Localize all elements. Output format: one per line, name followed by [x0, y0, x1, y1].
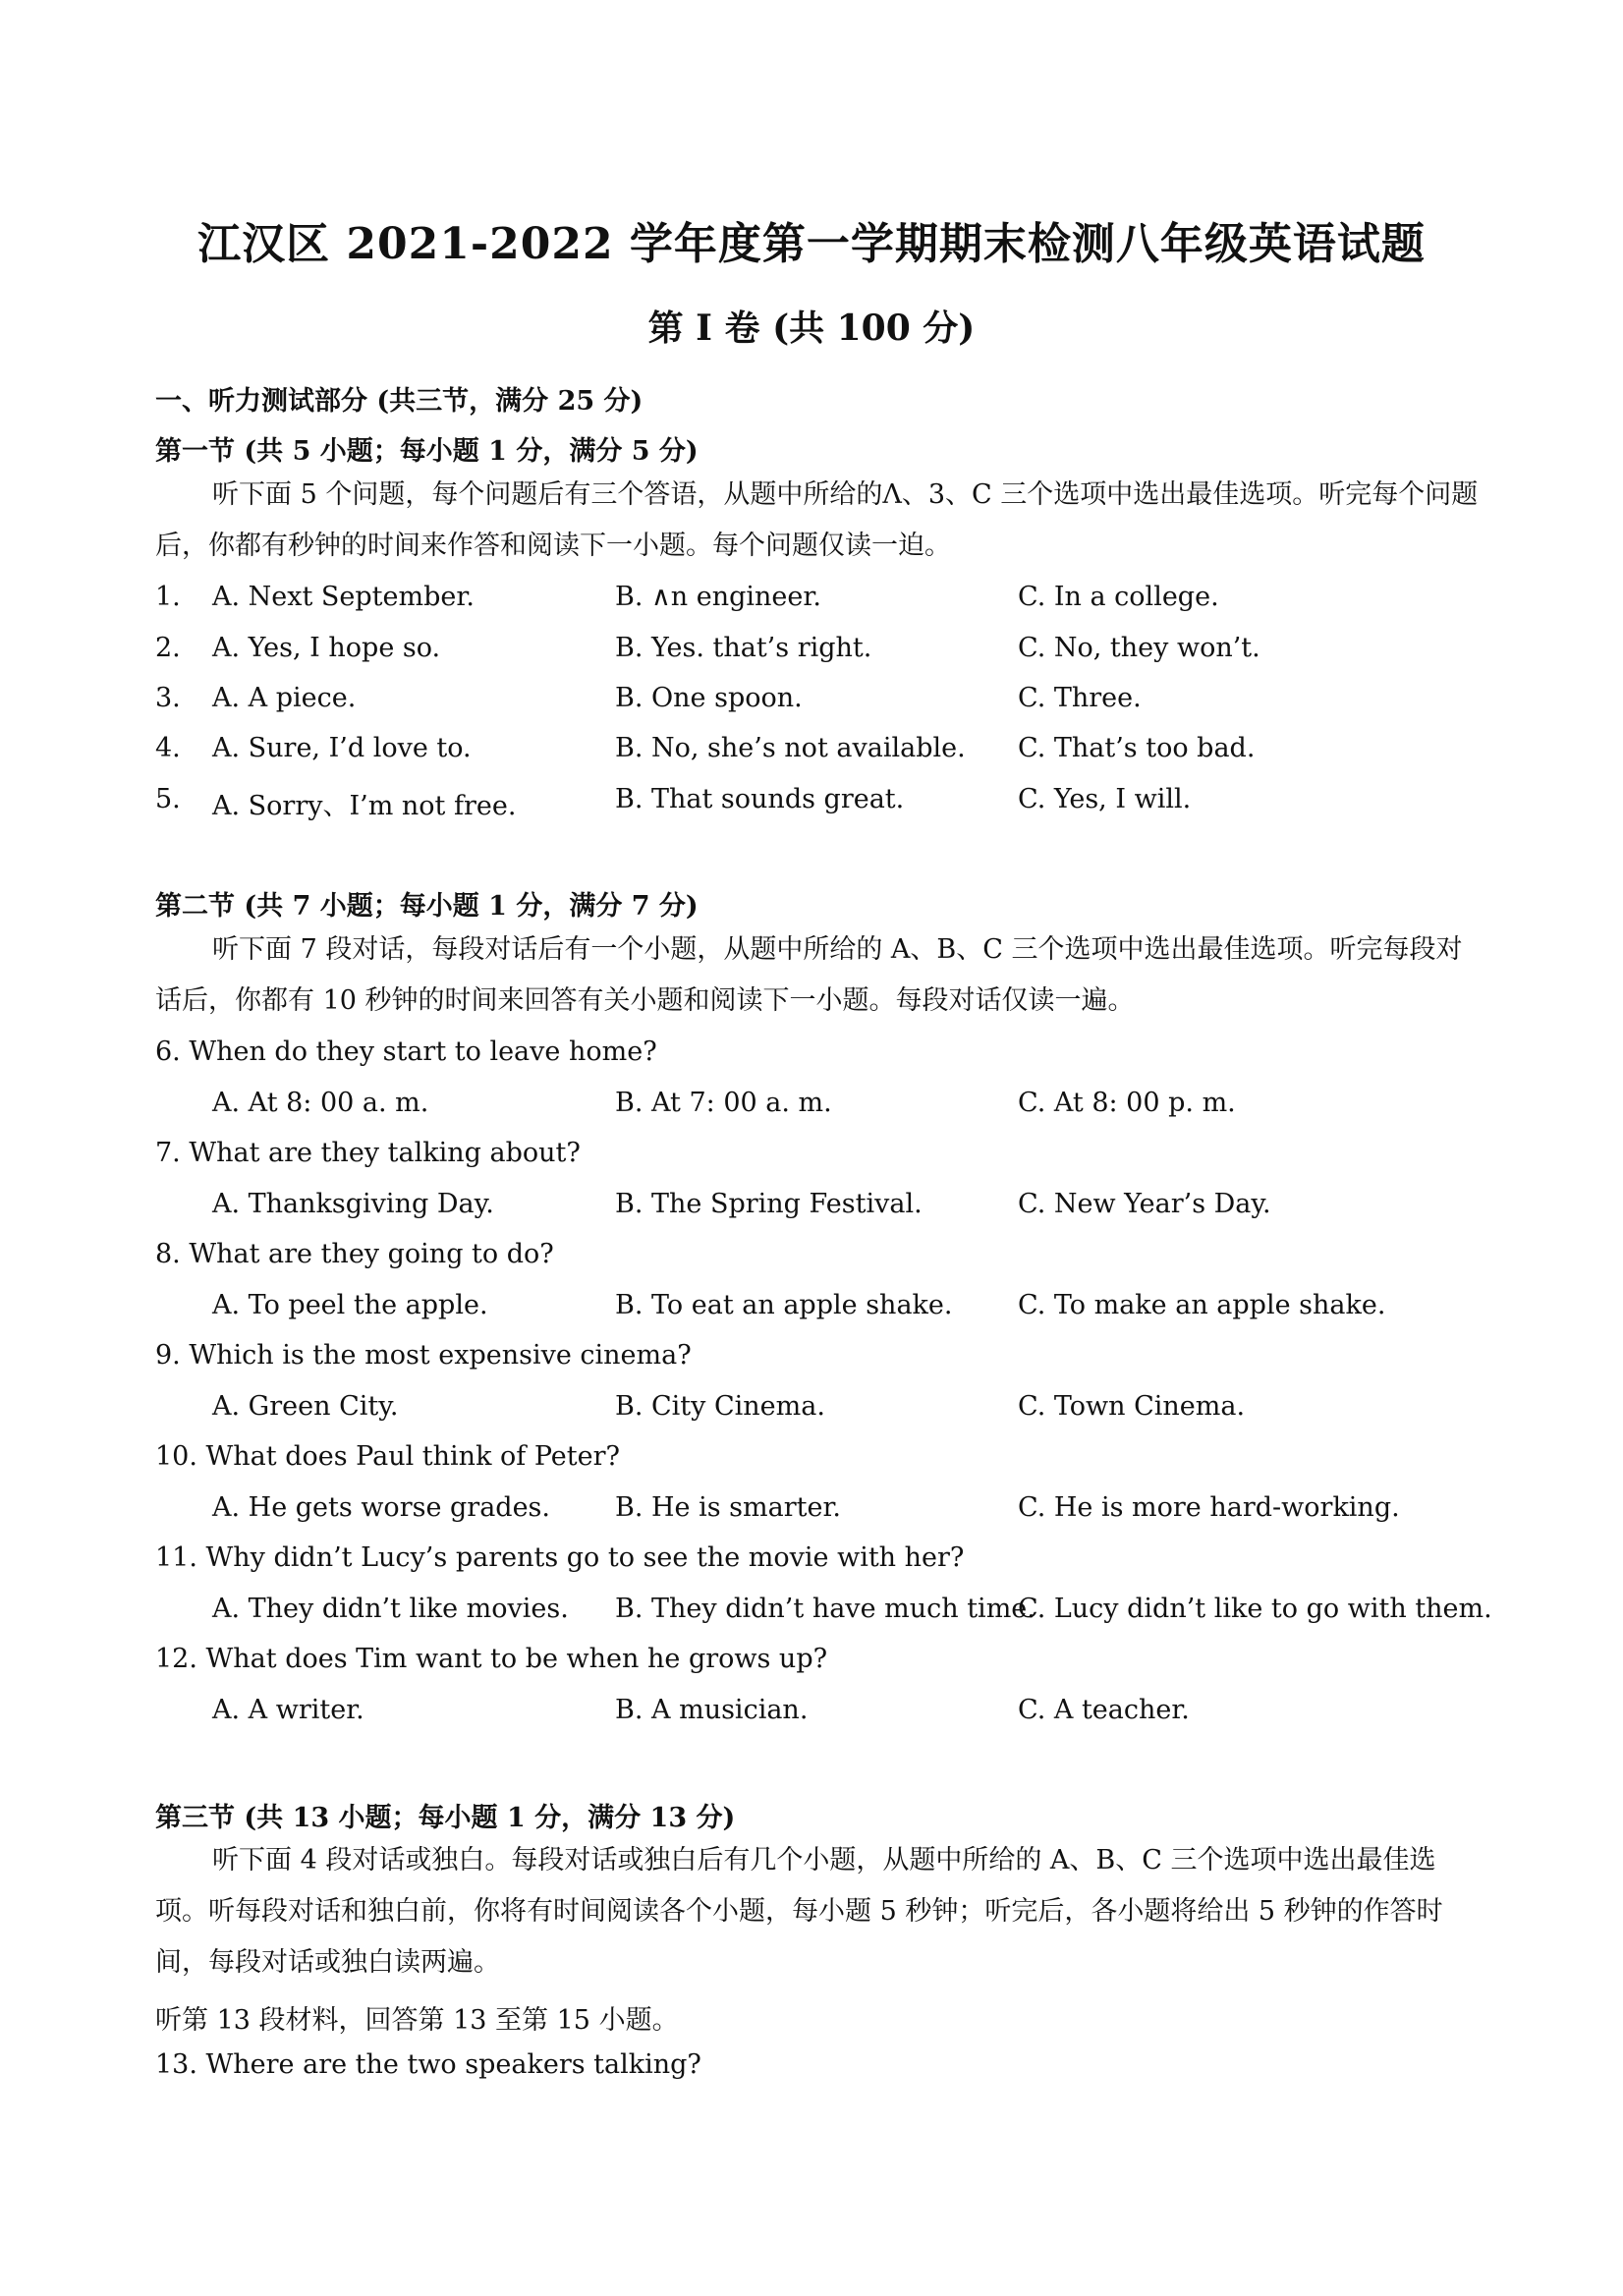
option-c: C. Yes, I will.	[1018, 784, 1192, 814]
item-number: 2.	[155, 633, 181, 663]
question-text: 10. What does Paul think of Peter?	[155, 1441, 620, 1472]
sec2-instructions: 听下面 7 段对话，每段对话后有一个小题，从题中所给的 A、B、C 三个选项中选出最佳选项。听完每段对话后，你都有 10 秒钟的时间来回答有关小题和阅读下一小题。每段对话仅读一遍。	[155, 934, 1463, 1016]
item-number: 5.	[155, 784, 181, 814]
option-c: C. That’s too bad.	[1018, 733, 1256, 763]
option-c: C. He is more hard-working.	[1018, 1492, 1400, 1523]
sec1-instructions: 听下面 5 个问题，每个问题后有三个答语，从题中所给的Λ、3、C 三个选项中选出最佳选项。听完每个问题后，你都有秒钟的时间来作答和阅读下一小题。每个问题仅读一迫。	[155, 479, 1479, 561]
question-text: 13. Where are the two speakers talking?	[155, 2049, 701, 2080]
option-c: C. To make an apple shake.	[1018, 1290, 1386, 1320]
option-b: B. City Cinema.	[615, 1391, 825, 1422]
sec2-heading: 第二节 (共 7 小题；每小题 1 分，满分 7 分)	[155, 891, 699, 922]
page-title: 江汉区 2021-2022 学年度第一学期期末检测八年级英语试题	[197, 219, 1426, 269]
option-a: A. At 8: 00 a. m.	[212, 1088, 429, 1118]
option-a: A. A writer.	[212, 1695, 364, 1725]
item-number: 3.	[155, 683, 181, 713]
item-number: 1.	[155, 582, 181, 612]
option-c: C. Lucy didn’t like to go with them.	[1018, 1594, 1492, 1624]
option-a: A. Sorry、I’m not free.	[212, 791, 517, 821]
option-b: B. To eat an apple shake.	[615, 1290, 953, 1320]
option-c: C. At 8: 00 p. m.	[1018, 1088, 1236, 1118]
sec1-heading: 第一节 (共 5 小题；每小题 1 分，满分 5 分)	[155, 436, 699, 467]
option-c: C. Three.	[1018, 683, 1142, 713]
question-text: 6. When do they start to leave home?	[155, 1036, 657, 1067]
option-a: A. Next September.	[212, 582, 475, 612]
option-b: B. One spoon.	[615, 683, 803, 713]
part1-heading: 一、听力测试部分 (共三节，满分 25 分)	[155, 386, 644, 417]
sec3-heading: 第三节 (共 13 小题；每小题 1 分，满分 13 分)	[155, 1803, 736, 1833]
material-note: 听第 13 段材料，回答第 13 至第 15 小题。	[155, 2005, 679, 2036]
option-a: A. A piece.	[212, 683, 357, 713]
option-a: A. They didn’t like movies.	[212, 1594, 569, 1624]
option-b: B. That sounds great.	[615, 784, 905, 814]
option-b: B. At 7: 00 a. m.	[615, 1088, 832, 1118]
question-text: 8. What are they going to do?	[155, 1239, 554, 1269]
option-b: B. The Spring Festival.	[615, 1189, 923, 1219]
option-a: A. To peel the apple.	[212, 1290, 488, 1320]
question-text: 9. Which is the most expensive cinema?	[155, 1340, 692, 1371]
option-a: A. Thanksgiving Day.	[212, 1189, 494, 1219]
option-b: B. ∧n engineer.	[615, 582, 821, 612]
page-subtitle: 第 I 卷 (共 100 分)	[647, 308, 976, 349]
option-c: C. No, they won’t.	[1018, 633, 1260, 663]
question-text: 7. What are they talking about?	[155, 1138, 581, 1168]
option-c: C. Town Cinema.	[1018, 1391, 1246, 1422]
option-a: A. Yes, I hope so.	[212, 633, 441, 663]
question-text: 11. Why didn’t Lucy’s parents go to see the movie with her?	[155, 1542, 965, 1573]
option-c: C. A teacher.	[1018, 1695, 1190, 1725]
question-text: 12. What does Tim want to be when he grows up?	[155, 1644, 828, 1674]
option-c: C. New Year’s Day.	[1018, 1189, 1271, 1219]
option-b: B. He is smarter.	[615, 1492, 842, 1523]
option-a: A. He gets worse grades.	[212, 1492, 550, 1523]
item-number: 4.	[155, 733, 181, 763]
option-b: B. Yes. that’s right.	[615, 633, 872, 663]
sec3-instructions: 听下面 4 段对话或独白。每段对话或独白后有几个小题，从题中所给的 A、B、C 三个选项中选出最佳选项。听每段对话和独白前，你将有时间阅读各个小题，每小题 5 秒钟；听完后，各小题将给出 5 秒钟的作答时间，每段对话或独白读两遍。	[155, 1845, 1443, 1978]
option-b: B. They didn’t have much time.	[615, 1594, 1035, 1624]
option-c: C. In a college.	[1018, 582, 1219, 612]
option-a: A. Green City.	[212, 1391, 399, 1422]
option-b: B. No, she’s not available.	[615, 733, 966, 763]
option-a: A. Sure, I’d love to.	[212, 733, 472, 763]
option-b: B. A musician.	[615, 1695, 809, 1725]
